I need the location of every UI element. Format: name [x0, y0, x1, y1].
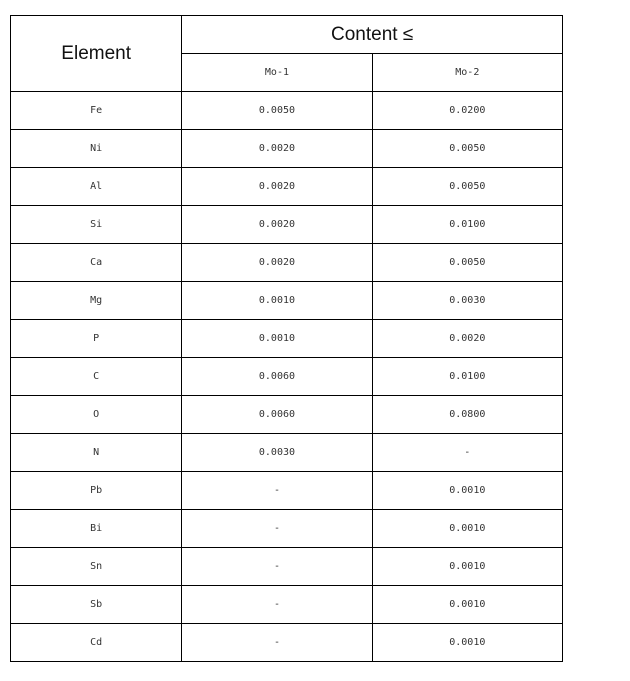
mo2-cell: 0.0050 [372, 130, 562, 168]
mo2-cell: 0.0010 [372, 510, 562, 548]
mo2-cell: 0.0030 [372, 282, 562, 320]
table-row [11, 244, 563, 282]
element-cell: P [11, 320, 182, 358]
mo1-cell: - [182, 472, 372, 510]
mo2-cell: 0.0010 [372, 548, 562, 586]
mo1-cell: 0.0020 [182, 244, 372, 282]
table-row [11, 472, 563, 510]
mo1-cell: 0.0020 [182, 206, 372, 244]
grade-header-mo1: Mo-1 [182, 54, 372, 92]
table-row [11, 510, 563, 548]
element-cell: Pb [11, 472, 182, 510]
element-header: Element [11, 16, 182, 92]
mo1-cell: - [182, 548, 372, 586]
table-row [11, 396, 563, 434]
composition-table [10, 15, 563, 662]
element-cell: Al [11, 168, 182, 206]
table-row [11, 282, 563, 320]
element-cell: Sb [11, 586, 182, 624]
element-cell: N [11, 434, 182, 472]
table-row [11, 320, 563, 358]
mo1-cell: 0.0010 [182, 320, 372, 358]
table-row [11, 586, 563, 624]
table-row [11, 206, 563, 244]
mo1-cell: 0.0060 [182, 358, 372, 396]
content-header: Content ≤ [182, 16, 563, 54]
element-cell: Ca [11, 244, 182, 282]
mo2-cell: 0.0050 [372, 244, 562, 282]
mo2-cell: 0.0010 [372, 624, 562, 662]
mo2-cell: 0.0020 [372, 320, 562, 358]
table-row [11, 624, 563, 662]
mo1-cell: 0.0020 [182, 168, 372, 206]
element-cell: Sn [11, 548, 182, 586]
mo2-cell: 0.0100 [372, 206, 562, 244]
table-row [11, 358, 563, 396]
table-row [11, 130, 563, 168]
element-cell: Fe [11, 92, 182, 130]
mo2-cell: 0.0100 [372, 358, 562, 396]
mo1-cell: - [182, 510, 372, 548]
element-cell: Mg [11, 282, 182, 320]
mo2-cell: - [372, 434, 562, 472]
mo1-cell: - [182, 624, 372, 662]
table-row [11, 168, 563, 206]
mo2-cell: 0.0050 [372, 168, 562, 206]
mo1-cell: - [182, 586, 372, 624]
mo2-cell: 0.0010 [372, 586, 562, 624]
mo1-cell: 0.0050 [182, 92, 372, 130]
mo2-cell: 0.0010 [372, 472, 562, 510]
mo2-cell: 0.0200 [372, 92, 562, 130]
element-cell: Ni [11, 130, 182, 168]
element-cell: O [11, 396, 182, 434]
element-cell: Si [11, 206, 182, 244]
mo2-cell: 0.0800 [372, 396, 562, 434]
grade-header-mo2: Mo-2 [372, 54, 562, 92]
element-cell: Cd [11, 624, 182, 662]
element-cell: Bi [11, 510, 182, 548]
table-body [11, 92, 563, 662]
table-row [11, 548, 563, 586]
table-row [11, 92, 563, 130]
mo1-cell: 0.0060 [182, 396, 372, 434]
table-row [11, 434, 563, 472]
element-cell: C [11, 358, 182, 396]
mo1-cell: 0.0020 [182, 130, 372, 168]
mo1-cell: 0.0030 [182, 434, 372, 472]
mo1-cell: 0.0010 [182, 282, 372, 320]
